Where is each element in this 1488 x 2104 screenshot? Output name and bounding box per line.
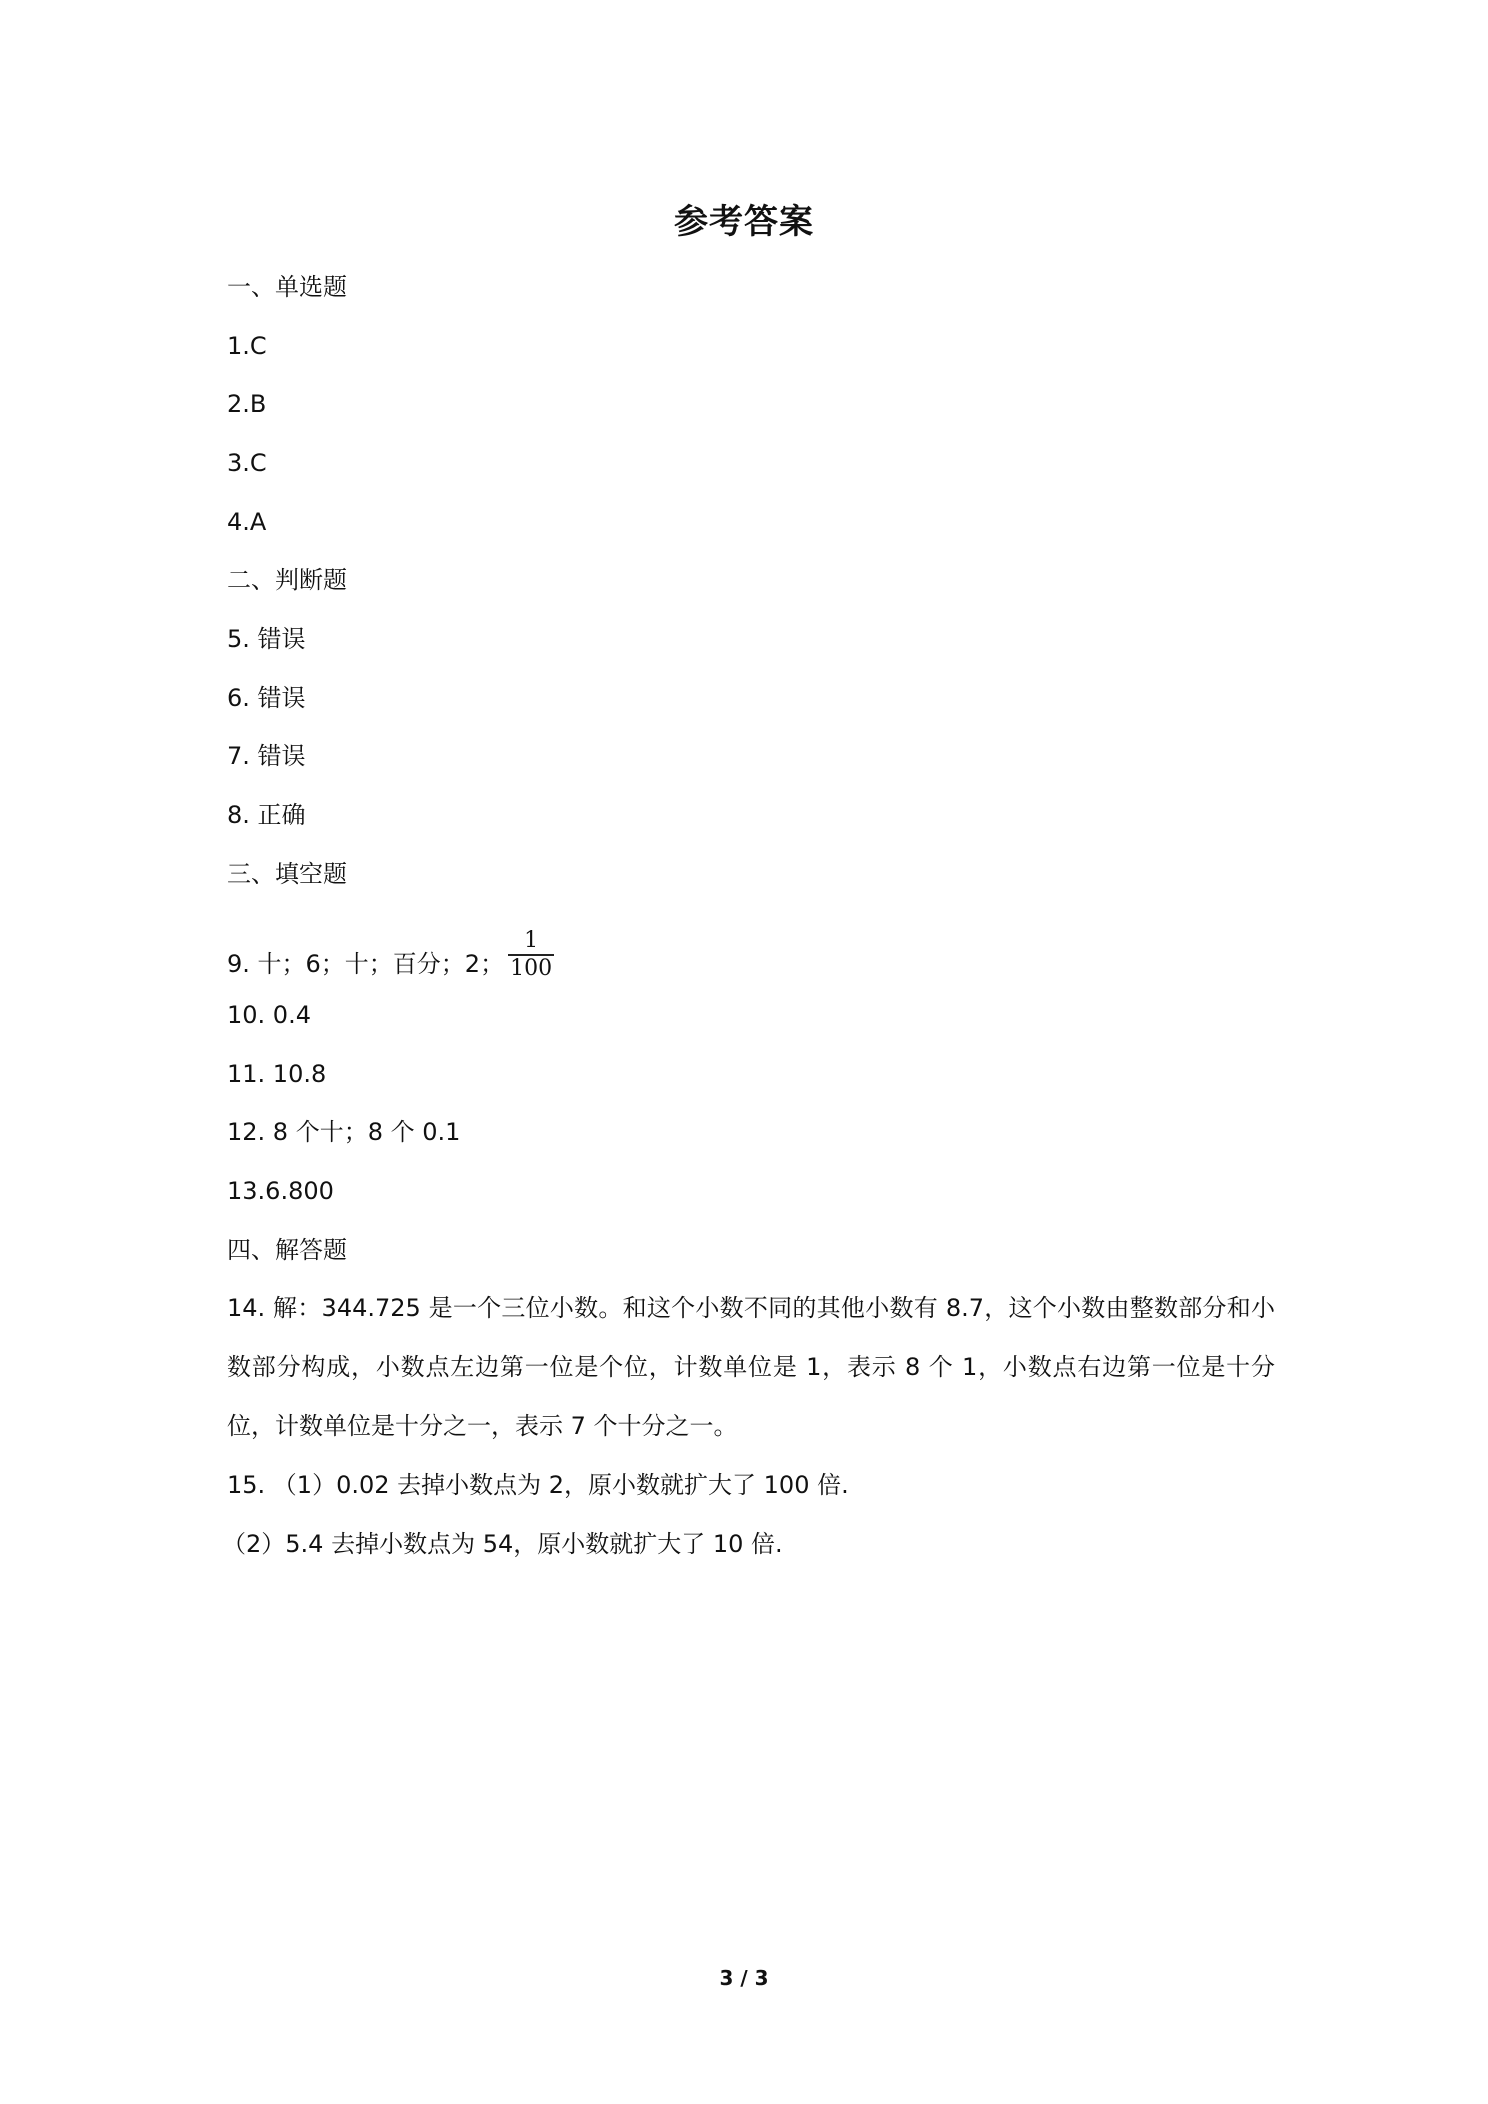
answer-6: 6. 错误 [227,684,306,712]
answer-5: 5. 错误 [227,625,306,653]
fraction-denominator: 100 [510,956,553,981]
answer-15-part-2: （2）5.4 去掉小数点为 54，原小数就扩大了 10 倍. [222,1530,783,1558]
answer-10: 10. 0.4 [227,1001,311,1029]
section-heading-solutions: 四、解答题 [227,1236,347,1264]
answer-4: 4.A [227,508,267,536]
answer-2: 2.B [227,390,267,418]
answer-3: 3.C [227,449,267,477]
answer-12: 12. 8 个十；8 个 0.1 [227,1118,461,1146]
answer-8: 8. 正确 [227,801,306,829]
answer-13: 13.6.800 [227,1177,334,1205]
answer-14: 14. 解：344.725 是一个三位小数。和这个小数不同的其他小数有 8.7，这个小数由整数部分和小数部分构成，小数点左边第一位是个位，计数单位是 1，表示 8 个 1，小数点右边第一位是十分位，计数单位是十分之一，表示 7 个十分之一。 [227,1294,1275,1440]
section-heading-fill-blank: 三、填空题 [227,860,347,888]
page-number: 3 / 3 [719,1966,769,1990]
answer-9 [227,928,554,990]
page-title: 参考答案 [674,202,814,242]
answer-15-part-1: 15. （1）0.02 去掉小数点为 2，原小数就扩大了 100 倍. [227,1471,849,1499]
answer-1: 1.C [227,332,267,360]
fraction-numerator: 1 [508,930,554,956]
answer-7: 7. 错误 [227,742,306,770]
section-heading-true-false: 二、判断题 [227,566,347,594]
fraction-one-hundredth [508,930,554,980]
answer-11: 11. 10.8 [227,1060,327,1088]
answer-9-text: 9. 十；6；十；百分；2； [227,950,505,978]
section-heading-single-choice: 一、单选题 [227,273,347,301]
